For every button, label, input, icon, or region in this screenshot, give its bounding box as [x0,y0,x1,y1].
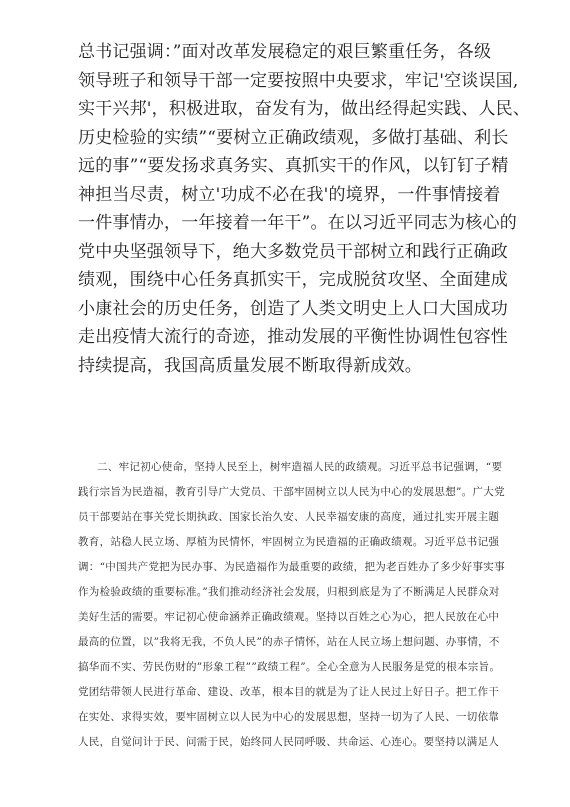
text-line: 远的事”“要发扬求真务实、真抓实干的作风，以钉钉子精 [78,156,509,176]
text-line: 在实处、求得实效，要牢固树立以人民为中心的发展思想，坚持一切为了人民、一切依靠 [78,711,500,723]
text-line: 员干部要站在事关党长期执政、国家长治久安、人民幸福安康的高度，通过扎实开展主题 [78,511,500,523]
text-line: 总书记强调：”面对改革发展稳定的艰巨繁重任务，各级 [78,42,492,62]
text-line: 实干兴邦'，积极进取，奋发有为，做出经得起实践、人民、 [78,99,531,119]
text-line: 持续提高，我国高质量发展不断取得新成效。 [78,355,422,376]
text-line: 美好生活的需要。牢记初心使命涵养正确政绩观。坚持以百姓之心为心，把人民放在心中 [78,611,500,623]
text-line: 践行宗旨为民造福，教育引导广大党员、干部牢固树立以人民为中心的发展思想”。广大党 [78,486,505,498]
text-line: 小康社会的历史任务，创造了人类文明史上人口大国成功 [78,298,508,319]
paragraph-large-text [78,38,531,380]
text-line: 教育，站稳人民立场、厚植为民情怀，牢固树立为民造福的正确政绩观。习近平总书记强 [78,536,500,548]
text-line: 一件事情办，一年接着一年干”。在以习近平同志为核心的 [78,213,517,233]
text-line: 作为检验政绩的重要标准。”我们推动经济社会发展，归根到底是为了不断满足人民群众对 [78,586,500,598]
text-line: 二、牢记初心使命，坚持人民至上，树牢造福人民的政绩观。习近平总书记强调，“要 [97,461,503,473]
text-line: 人民，自觉问计于民、问需于民，始终同人民同呼吸、共命运、心连心。要坚持以满足人 [78,736,500,748]
paragraph-small-text [78,455,505,755]
text-line: 领导班子和领导干部一定要按照中央要求，牢记'空谈误国, [78,70,519,91]
text-line: 党团结带领人民进行革命、建设、改革，根本目的就是为了让人民过上好日子。把工作干 [78,686,500,698]
text-line: 走出疫情大流行的奇迹，推动发展的平衡性协调性包容性 [78,327,508,347]
text-line: 绩观，围绕中心任务真抓实干，完成脱贫攻坚、全面建成 [78,270,508,290]
text-line: 搞华而不实、劳民伤财的”形象工程””政绩工程”。全心全意为人民服务是党的根本宗旨。 [78,661,501,673]
text-line: 调：“中国共产党把为民办事、为民造福作为最重要的政绩，把为老百姓办了多少好事实事 [78,561,505,573]
text-line: 历史检验的实绩”“要树立正确政绩观，多做打基础、利长 [78,127,509,148]
text-line: 最高的位置，以”我将无我，不负人民”的赤子情怀，站在人民立场上想问题、办事情，不 [78,636,500,648]
text-line: 神担当尽责，树立'功成不必在我'的境界，一件事情接着 [78,184,501,205]
text-line: 党中央坚强领导下，绝大多数党员干部树立和践行正确政 [78,241,508,262]
